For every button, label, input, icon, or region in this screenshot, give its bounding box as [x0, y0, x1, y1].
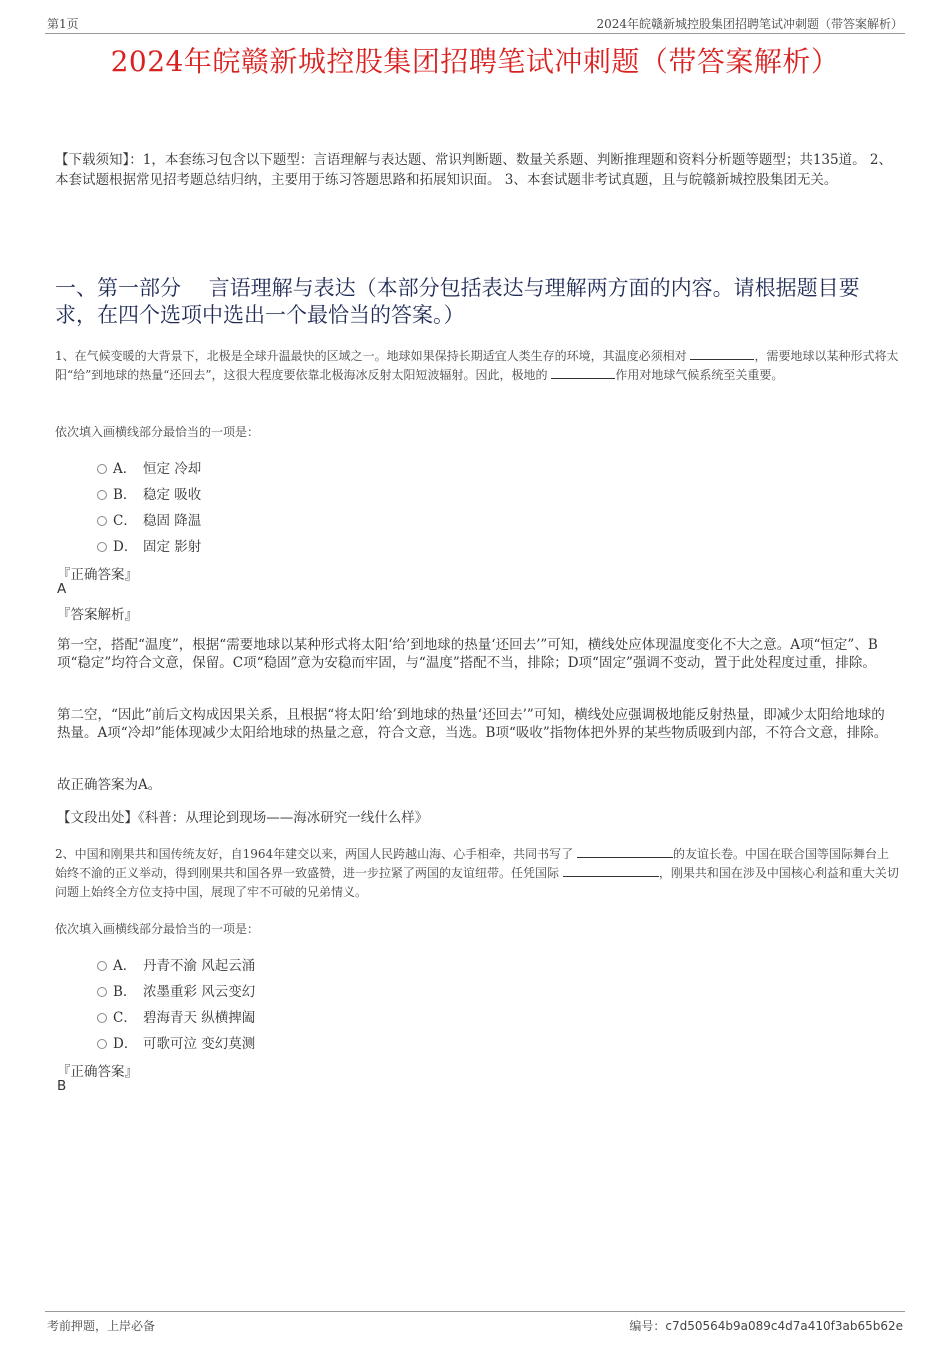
question-2-option-d[interactable]: D． 可歌可泣 变幻莫测	[97, 1032, 255, 1052]
answer-value: A	[57, 581, 67, 597]
question-2-prompt: 依次填入画横线部分最恰当的一项是：	[55, 922, 260, 936]
question-2-text: 2、中国和刚果共和国传统友好，自1964年建交以来，两国人民跨越山海、心手相牵，共同书写了 的友谊长卷。中国在联合国等国际舞台上始终不渝的正义举动，得到刚果共和国各界一致盛赞，进一步拉紧了两国的友谊纽带。任凭国际 ，刚果共和国在涉及中国核心利益和重大关切问题上始终全方位支持中国，展现了牢不可破的兄弟情义。	[55, 847, 899, 899]
question-2-option-b[interactable]: B． 浓墨重彩 风云变幻	[97, 980, 255, 1000]
answer-label: 『正确答案』	[57, 567, 138, 583]
page-header	[45, 13, 905, 34]
radio-icon[interactable]	[97, 464, 107, 474]
radio-icon[interactable]	[97, 961, 107, 971]
question-1-option-c[interactable]: C． 稳固 降温	[97, 509, 201, 529]
footer-code: 编号：c7d50564b9a089c4d7a410f3ab65b62e	[629, 1319, 903, 1333]
footer-slogan: 考前押题，上岸必备	[47, 1319, 156, 1333]
source-citation: 【文段出处】《科普：从理论到现场——海冰研究一线什么样》	[57, 810, 429, 826]
question-2-option-c[interactable]: C． 碧海青天 纵横捭阖	[97, 1006, 255, 1026]
radio-icon[interactable]	[97, 1039, 107, 1049]
question-1-option-d[interactable]: D． 固定 影射	[97, 535, 201, 555]
question-2-option-a[interactable]: A． 丹青不渝 风起云涌	[97, 954, 255, 974]
question-1-option-a[interactable]: A． 恒定 冷却	[97, 457, 201, 477]
radio-icon[interactable]	[97, 542, 107, 552]
header-doc-title: 2024年皖赣新城控股集团招聘笔试冲刺题（带答案解析）	[596, 17, 903, 31]
analysis-conclusion: 故正确答案为A。	[57, 777, 162, 793]
document-title: 2024年皖赣新城控股集团招聘笔试冲刺题（带答案解析）	[110, 45, 840, 78]
download-notice: 【下载须知】：1，本套练习包含以下题型：言语理解与表达题、常识判断题、数量关系题、判断推理题和资料分析题等题型；共135道。 2、本套试题根据常见招考题总结归纳，主要用于练习答题思路和拓展知识面。 3、本套试题非考试真题，且与皖赣新城控股集团无关。	[55, 152, 892, 188]
question-1-option-b[interactable]: B． 稳定 吸收	[97, 483, 201, 503]
page-number: 第1页	[47, 17, 79, 31]
fill-blank	[563, 864, 659, 877]
question-1-text: 1、在气候变暖的大背景下，北极是全球升温最快的区域之一。地球如果保持长期适宜人类生存的环境，其温度必须相对 ，需要地球以某种形式将太阳“给”到地球的热量“还回去”，这很大程度要依靠北极海冰反射太阳短波辐射。因此，极地的 作用对地球气候系统至关重要。	[55, 349, 899, 382]
radio-icon[interactable]	[97, 1013, 107, 1023]
page-footer	[45, 1311, 905, 1336]
fill-blank	[577, 845, 673, 858]
analysis-paragraph-1: 第一空，搭配“温度”，根据“需要地球以某种形式将太阳‘给’到地球的热量‘还回去’”可知，横线处应体现温度变化不大之意。A项“恒定”、B项“稳定”均符合文意，保留。C项“稳固”意为安稳而牢固，与“温度”搭配不当，排除；D项“固定”强调不变动，置于此处程度过重，排除。	[57, 637, 878, 671]
analysis-paragraph-2: 第二空，“因此”前后文构成因果关系，且根据“将太阳‘给’到地球的热量‘还回去’”可知，横线处应强调极地能反射热量，即减少太阳给地球的热量。A项“冷却”能体现减少太阳给地球的热量之意，符合文意，当选。B项“吸收”指物体把外界的某些物质吸到内部，不符合文意，排除。	[57, 707, 888, 741]
section-heading: 一、第一部分 言语理解与表达（本部分包括表达与理解两方面的内容。请根据题目要求，在四个选项中选出一个最恰当的答案。）	[55, 276, 860, 327]
answer-value: B	[57, 1078, 67, 1094]
fill-blank	[690, 347, 754, 360]
radio-icon[interactable]	[97, 516, 107, 526]
question-1-prompt: 依次填入画横线部分最恰当的一项是：	[55, 425, 260, 439]
fill-blank	[551, 366, 615, 379]
radio-icon[interactable]	[97, 987, 107, 997]
answer-label: 『正确答案』	[57, 1064, 138, 1080]
radio-icon[interactable]	[97, 490, 107, 500]
analysis-label: 『答案解析』	[57, 607, 138, 623]
